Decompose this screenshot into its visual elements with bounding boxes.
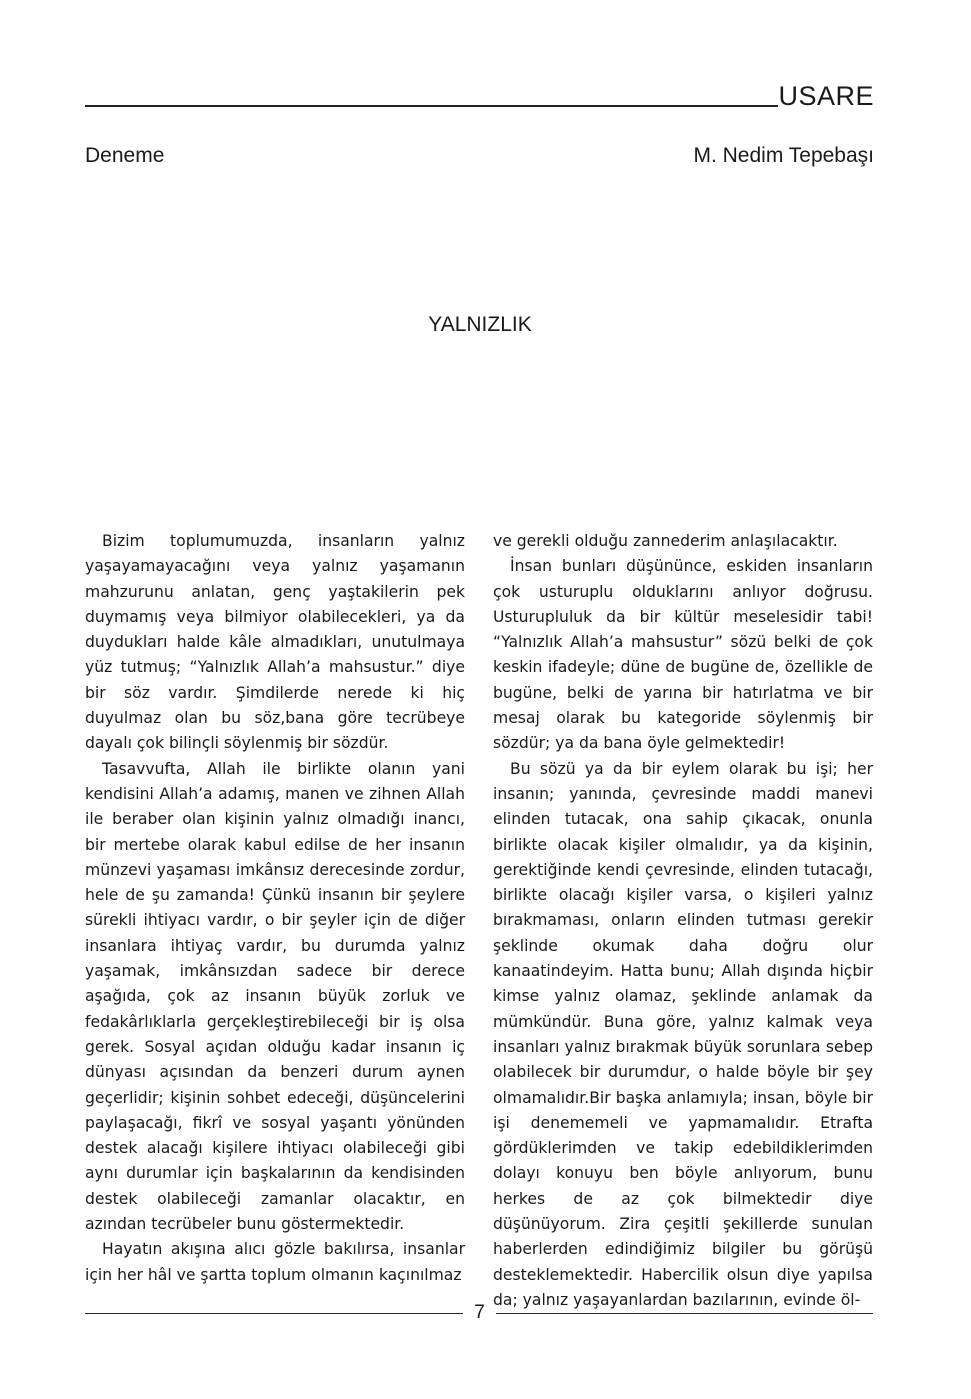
footer-rule-left: [85, 1313, 463, 1314]
page-number: 7: [474, 1302, 485, 1323]
header-rule: [85, 105, 778, 107]
journal-name: USARE: [778, 81, 874, 111]
paragraph: Bizim toplumumuzda, insanların yalnız yaşayamayacağını veya yalnız yaşamanın mahzurunu anlatan, genç yaştakilerin pek duymamış veya bilmiyor olabilecekleri, ya da duydukları halde kâle almadıkları, unutulmaya yüz tutmuş; “Yalnızlık Allah’a mahsustur.” diye bir söz vardır. Şimdilerde nerede ki hiç duyulmaz olan bu söz,bana göre tecrübeye dayalı çok bilinçli söylenmiş bir sözdür.: [85, 532, 465, 753]
paragraph: Hayatın akışına alıcı gözle bakılırsa, insanlar için her hâl ve şartta toplum olmanın kaçınılmaz: [85, 1240, 465, 1284]
paragraph: İnsan bunları düşününce, eskiden insanların çok usturuplu olduklarını anlıyor doğrusu. Usturupluluk da bir kültür meselesidir tabi! “Yalnızlık Allah’a mahsustur” sözü belki de çok keskin ifadeyle; düne de bugüne de, özellikle de bugüne, belki de yarına bir hatırlatma ve bir mesaj olarak bu kategoride söylenmiş bir sözdür; ya da bana öyle gelmektedir!: [493, 557, 873, 753]
article-title: YALNIZLIK: [428, 313, 532, 336]
section-category: Deneme: [85, 144, 165, 167]
paragraph: Bu sözü ya da bir eylem olarak bu işi; her insanın; yanında, çevresinde maddi manevi elinden tutacak, ona sahip çıkacak, onunla birlikte olacak kişiler olmalıdır, ya da kişinin, gerektiğinde kendi çevresinde, elinden tutacağı, birlikte olacağı kişiler varsa, o kişileri yalnız bırakmaması, onların elinden tutması gerekir şeklinde okumak daha doğru olur kanaatindeyim. Hatta bunu; Allah dışında hiçbir kimse yalnız olamaz, şeklinde anlamak da mümkündür. Buna göre, yalnız kalmak veya insanları yalnız bırakmak büyük sorunlara sebep olabilecek bir durumdur, o halde böyle bir şey olmamalıdır.Bir başka anlamıyla; insan, böyle bir işi denememeli ve yapmamalıdır. Etrafta gördüklerimden ve takip edebildiklerimden dolayı konuyu ben böyle anlıyorum, bunu herkes de az çok bilmektedir diye düşünüyorum. Zira çeşitli şekillerde sunulan haberlerden edindiğimiz bilgiler bu görüşü desteklemektedir. Habercilik olsun diye yapılsa da; yalnız yaşayanlardan bazılarının, evinde öl-: [493, 759, 873, 1309]
left-column: [85, 529, 465, 1288]
footer-rule-right: [496, 1313, 873, 1314]
right-column: [493, 529, 873, 1313]
author-name: M. Nedim Tepebaşı: [693, 144, 874, 167]
paragraph-continuation: ve gerekli olduğu zannederim anlaşılacaktır.: [493, 532, 838, 550]
paragraph: Tasavvufta, Allah ile birlikte olanın yani kendisini Allah’a adamış, manen ve zihnen Allah ile beraber olan kişinin yalnız olmadığı inancı, bir mertebe olarak kabul edilse de her insanın münzevi yaşaması imkânsız derecesinde zordur, hele de şu zamanda! Çünkü insanın bir şeylere sürekli ihtiyacı vardır, o bir şeyler için de diğer insanlara ihtiyaç vardır, bu durumda yalnız yaşamak, imkânsızdan sadece bir derece aşağıda, çok az insanın büyük zorluk ve fedakârlıklarla gerçekleştirebileceği bir iş olsa gerek. Sosyal açıdan olduğu kadar insanın iç dünyası açısından da benzeri durum aynen geçerlidir; kişinin sohbet edeceği, düşüncelerini paylaşacağı, fikrî ve sosyal yaşantı yönünden destek alacağı kişilere ihtiyacı olabileceği gibi aynı durumlar için başkalarının da kendisinden destek olabileceği zamanlar olacaktır, en azından tecrübeler bunu göstermektedir.: [85, 759, 465, 1234]
